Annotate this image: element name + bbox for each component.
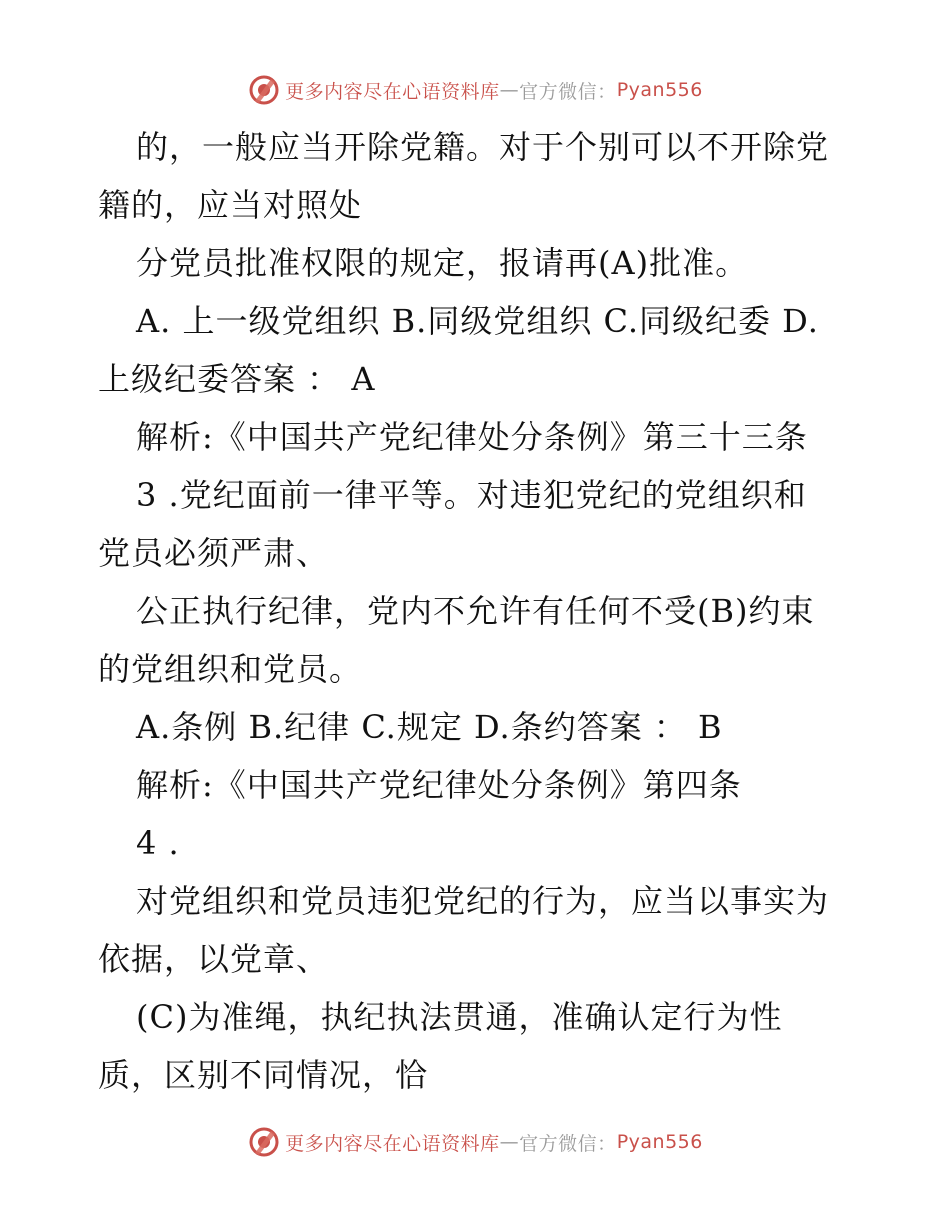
answer-options-line: A.条例 B.纪律 C.规定 D.条约答案 ： B: [136, 708, 723, 746]
answer-line: 上级纪委答案 ： A: [98, 360, 376, 398]
analysis-line: 解析:《中国共产党纪律处分条例》第三十三条: [136, 418, 808, 456]
pen-logo-icon: [247, 73, 281, 107]
watermark-dash: —: [499, 1131, 520, 1153]
text-line: 质，区别不同情况，恰: [98, 1056, 429, 1094]
question-number: 4 .: [136, 824, 180, 862]
text-line: (C)为准绳，执纪执法贯通，准确认定行为性: [136, 998, 783, 1036]
answer-options-line: A. 上一级党组织 B.同级党组织 C.同级纪委 D.: [136, 302, 819, 340]
document-body: [98, 118, 858, 1104]
text-line: 依据，以党章、: [98, 940, 330, 978]
text-line: 公正执行纪律，党内不允许有任何不受(B)约束: [136, 592, 815, 630]
header-watermark: [0, 70, 950, 110]
watermark-dash: —: [499, 79, 520, 101]
watermark-main-text: 更多内容尽在心语资料库: [285, 1132, 500, 1155]
text-line: 籍的，应当对照处: [98, 186, 363, 224]
footer-watermark: [0, 1122, 950, 1162]
text-line: 的，一般应当开除党籍。对于个别可以不开除党: [136, 128, 830, 166]
text-line: 的党组织和党员。: [98, 650, 363, 688]
watermark-official-label: 官方微信：: [519, 1132, 617, 1155]
pen-logo-icon: [247, 1125, 281, 1159]
text-line: 分党员批准权限的规定，报请再(A)批准。: [136, 244, 749, 282]
question-line: 3 .党纪面前一律平等。对违犯党纪的党组织和: [136, 476, 807, 514]
watermark-main-text: 更多内容尽在心语资料库: [285, 80, 500, 103]
watermark-official-label: 官方微信：: [519, 80, 617, 103]
analysis-line: 解析:《中国共产党纪律处分条例》第四条: [136, 766, 742, 804]
watermark-wechat-id: Pyan556: [616, 79, 703, 101]
watermark-wechat-id: Pyan556: [616, 1131, 703, 1153]
text-line: 党员必须严肃、: [98, 534, 330, 572]
question-line: 对党组织和党员违犯党纪的行为，应当以事实为: [136, 882, 830, 920]
